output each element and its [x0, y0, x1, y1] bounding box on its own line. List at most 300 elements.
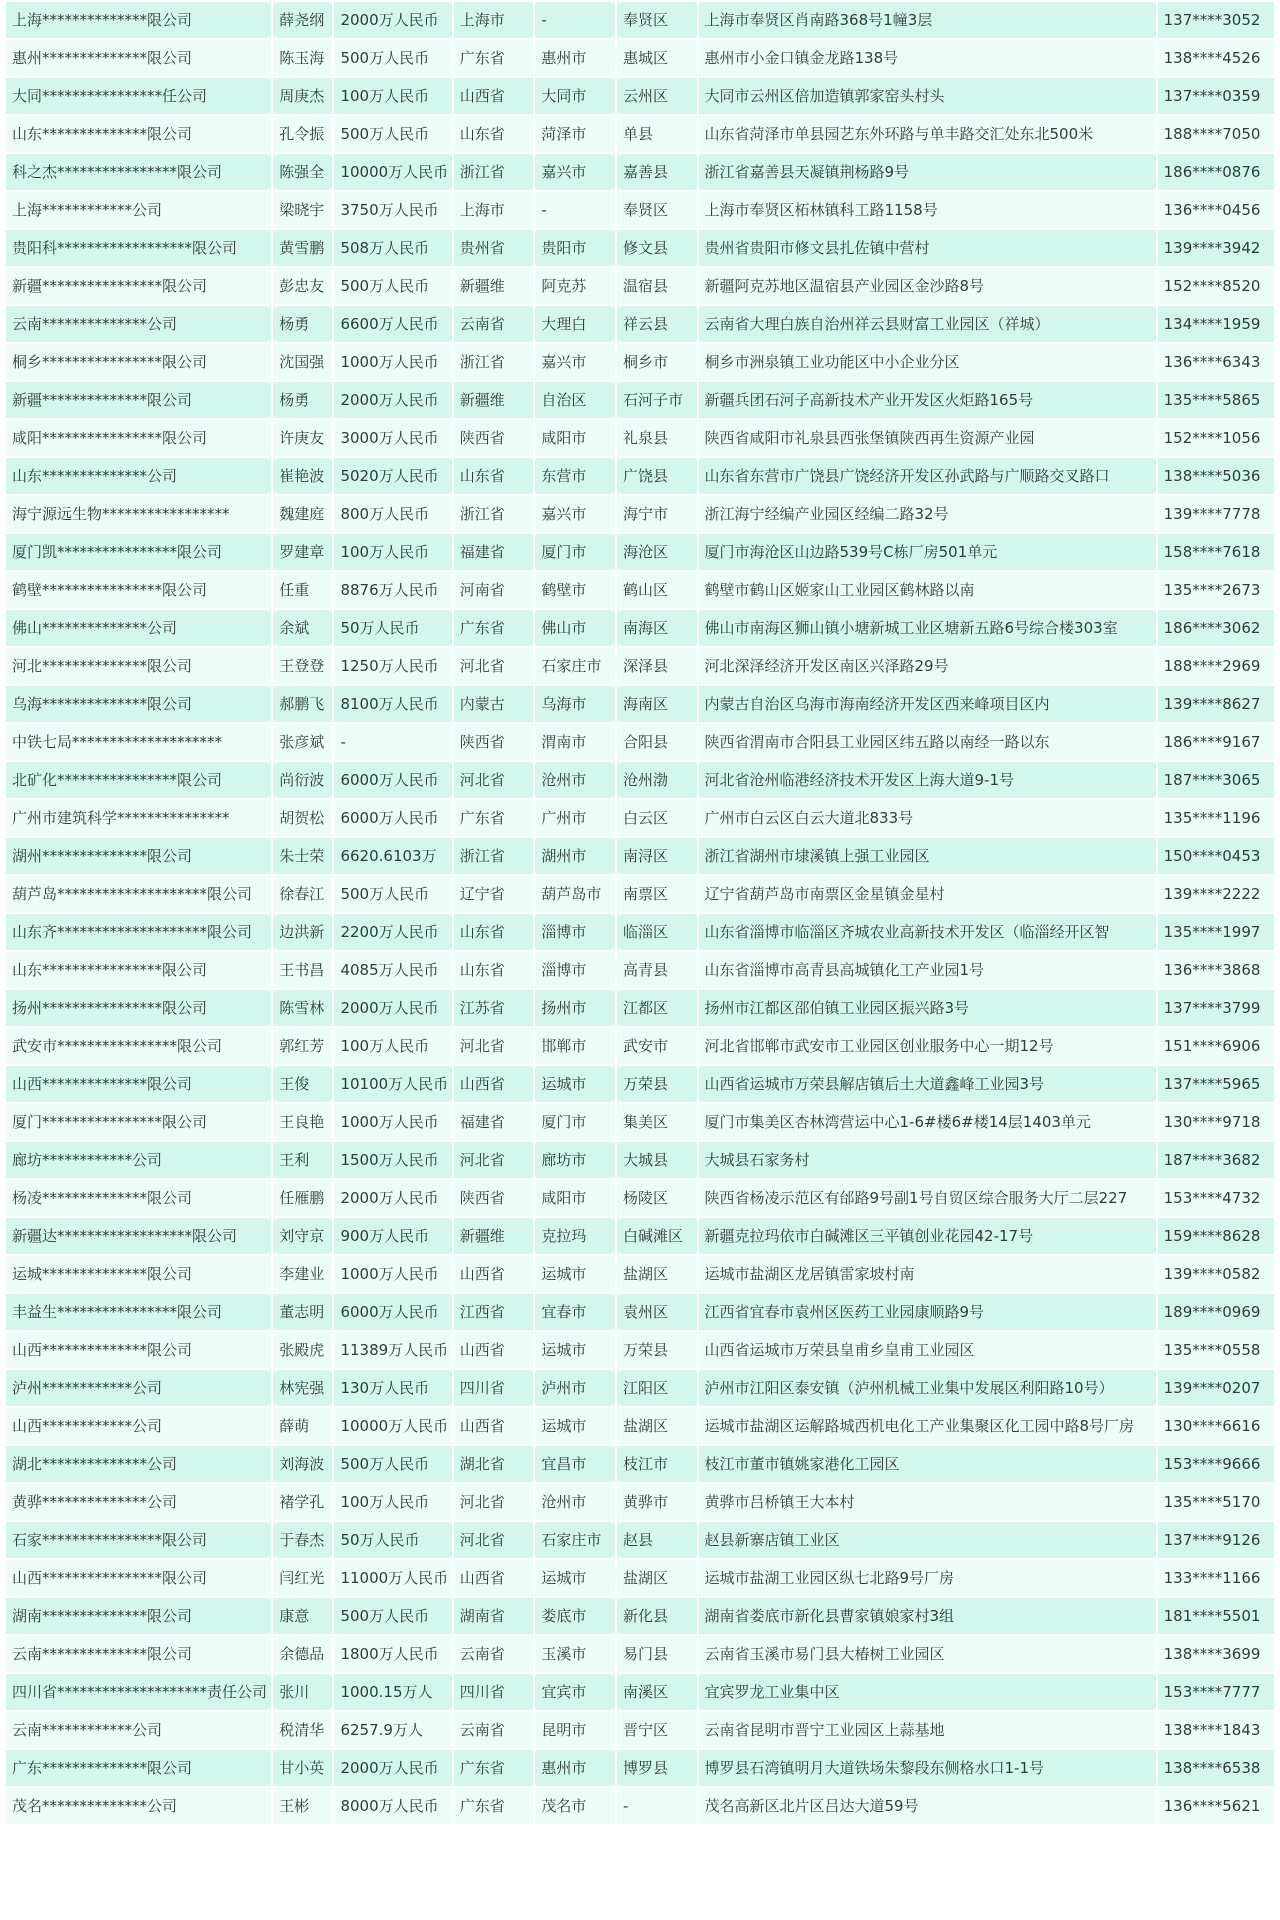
address-cell: 运城市盐湖工业园区纵七北路9号厂房 — [699, 1560, 1156, 1596]
registered-capital-cell: 8876万人民币 — [334, 572, 451, 608]
table-row — [6, 952, 1274, 988]
legal-representative-cell: 郝鹏飞 — [273, 686, 332, 722]
company-name-cell: 新疆****************限公司 — [6, 268, 271, 304]
legal-representative-cell: 沈国强 — [273, 344, 332, 380]
registered-capital-cell: 100万人民币 — [334, 534, 451, 570]
district-cell: 临淄区 — [617, 914, 697, 950]
company-name-cell: 茂名**************公司 — [6, 1788, 271, 1824]
address-cell: 赵县新寨店镇工业区 — [699, 1522, 1156, 1558]
phone-cell: 137****5965 — [1158, 1066, 1274, 1102]
city-cell: 鹤壁市 — [535, 572, 615, 608]
company-name-cell: 山东**************限公司 — [6, 116, 271, 152]
legal-representative-cell: 王利 — [273, 1142, 332, 1178]
table-row — [6, 686, 1274, 722]
table-row — [6, 1028, 1274, 1064]
phone-cell: 181****5501 — [1158, 1598, 1274, 1634]
legal-representative-cell: 于春杰 — [273, 1522, 332, 1558]
province-cell: 山西省 — [454, 1408, 534, 1444]
address-cell: 厦门市海沧区山边路539号C栋厂房501单元 — [699, 534, 1156, 570]
district-cell: 鹤山区 — [617, 572, 697, 608]
registered-capital-cell: 500万人民币 — [334, 1598, 451, 1634]
table-row — [6, 192, 1274, 228]
province-cell: 云南省 — [454, 1636, 534, 1672]
legal-representative-cell: 王书昌 — [273, 952, 332, 988]
address-cell: 江西省宜春市袁州区医药工业园康顺路9号 — [699, 1294, 1156, 1330]
registered-capital-cell: 2000万人民币 — [334, 1750, 451, 1786]
city-cell: 运城市 — [535, 1256, 615, 1292]
address-cell: 河北深泽经济开发区南区兴泽路29号 — [699, 648, 1156, 684]
legal-representative-cell: 陈强全 — [273, 154, 332, 190]
phone-cell: 138****6538 — [1158, 1750, 1274, 1786]
legal-representative-cell: 杨勇 — [273, 382, 332, 418]
company-name-cell: 廊坊************公司 — [6, 1142, 271, 1178]
registered-capital-cell: 11389万人民币 — [334, 1332, 451, 1368]
province-cell: 山西省 — [454, 78, 534, 114]
legal-representative-cell: 孔令振 — [273, 116, 332, 152]
city-cell: 运城市 — [535, 1408, 615, 1444]
table-row — [6, 1598, 1274, 1634]
phone-cell: 159****8628 — [1158, 1218, 1274, 1254]
address-cell: 运城市盐湖区龙居镇雷家坡村南 — [699, 1256, 1156, 1292]
company-name-cell: 咸阳****************限公司 — [6, 420, 271, 456]
province-cell: 广东省 — [454, 1750, 534, 1786]
table-row — [6, 116, 1274, 152]
city-cell: 淄博市 — [535, 914, 615, 950]
address-cell: 桐乡市洲泉镇工业功能区中小企业分区 — [699, 344, 1156, 380]
table-row — [6, 40, 1274, 76]
city-cell: 运城市 — [535, 1066, 615, 1102]
company-name-cell: 鹤壁****************限公司 — [6, 572, 271, 608]
city-cell: 昆明市 — [535, 1712, 615, 1748]
phone-cell: 135****5170 — [1158, 1484, 1274, 1520]
legal-representative-cell: 刘守京 — [273, 1218, 332, 1254]
district-cell: 集美区 — [617, 1104, 697, 1140]
city-cell: 嘉兴市 — [535, 496, 615, 532]
district-cell: 黄骅市 — [617, 1484, 697, 1520]
province-cell: 广东省 — [454, 1788, 534, 1824]
table-row — [6, 344, 1274, 380]
table-row — [6, 800, 1274, 836]
registered-capital-cell: 2000万人民币 — [334, 382, 451, 418]
company-name-cell: 厦门凯****************限公司 — [6, 534, 271, 570]
table-row — [6, 420, 1274, 456]
company-name-cell: 山东**************公司 — [6, 458, 271, 494]
address-cell: 湖南省娄底市新化县曹家镇娘家村3组 — [699, 1598, 1156, 1634]
province-cell: 河北省 — [454, 1522, 534, 1558]
phone-cell: 152****8520 — [1158, 268, 1274, 304]
table-row — [6, 762, 1274, 798]
city-cell: 佛山市 — [535, 610, 615, 646]
registered-capital-cell: 6000万人民币 — [334, 1294, 451, 1330]
district-cell: 石河子市 — [617, 382, 697, 418]
phone-cell: 137****9126 — [1158, 1522, 1274, 1558]
district-cell: 杨陵区 — [617, 1180, 697, 1216]
company-name-cell: 杨凌**************限公司 — [6, 1180, 271, 1216]
legal-representative-cell: 张彦斌 — [273, 724, 332, 760]
city-cell: 菏泽市 — [535, 116, 615, 152]
province-cell: 河北省 — [454, 1142, 534, 1178]
table-row — [6, 1332, 1274, 1368]
address-cell: 山西省运城市万荣县解店镇后土大道鑫峰工业园3号 — [699, 1066, 1156, 1102]
city-cell: 娄底市 — [535, 1598, 615, 1634]
phone-cell: 186****3062 — [1158, 610, 1274, 646]
city-cell: 嘉兴市 — [535, 344, 615, 380]
city-cell: 惠州市 — [535, 1750, 615, 1786]
city-cell: 湖州市 — [535, 838, 615, 874]
company-name-cell: 湖北**************公司 — [6, 1446, 271, 1482]
city-cell: 咸阳市 — [535, 1180, 615, 1216]
legal-representative-cell: 王登登 — [273, 648, 332, 684]
company-name-cell: 黄骅**************公司 — [6, 1484, 271, 1520]
city-cell: 自治区 — [535, 382, 615, 418]
table-row — [6, 496, 1274, 532]
city-cell: 邯郸市 — [535, 1028, 615, 1064]
address-cell: 泸州市江阳区泰安镇（泸州机械工业集中发展区利阳路10号） — [699, 1370, 1156, 1406]
phone-cell: 186****0876 — [1158, 154, 1274, 190]
address-cell: 山东省淄博市高青县高城镇化工产业园1号 — [699, 952, 1156, 988]
province-cell: 河北省 — [454, 648, 534, 684]
address-cell: 惠州市小金口镇金龙路138号 — [699, 40, 1156, 76]
registered-capital-cell: 500万人民币 — [334, 268, 451, 304]
province-cell: 山东省 — [454, 914, 534, 950]
district-cell: 易门县 — [617, 1636, 697, 1672]
company-name-cell: 运城**************限公司 — [6, 1256, 271, 1292]
table-row — [6, 306, 1274, 342]
phone-cell: 135****5865 — [1158, 382, 1274, 418]
district-cell: 万荣县 — [617, 1066, 697, 1102]
province-cell: 山西省 — [454, 1332, 534, 1368]
phone-cell: 136****3868 — [1158, 952, 1274, 988]
province-cell: 河北省 — [454, 1484, 534, 1520]
registered-capital-cell: 1500万人民币 — [334, 1142, 451, 1178]
city-cell: 运城市 — [535, 1560, 615, 1596]
company-name-cell: 山东齐********************限公司 — [6, 914, 271, 950]
city-cell: 沧州市 — [535, 762, 615, 798]
phone-cell: 135****2673 — [1158, 572, 1274, 608]
city-cell: 葫芦岛市 — [535, 876, 615, 912]
district-cell: 奉贤区 — [617, 2, 697, 38]
legal-representative-cell: 任重 — [273, 572, 332, 608]
company-name-cell: 云南**************公司 — [6, 306, 271, 342]
company-name-cell: 大同****************任公司 — [6, 78, 271, 114]
address-cell: 博罗县石湾镇明月大道铁场朱黎段东侧格水口1-1号 — [699, 1750, 1156, 1786]
address-cell: 上海市奉贤区肖南路368号1幢3层 — [699, 2, 1156, 38]
legal-representative-cell: 徐春江 — [273, 876, 332, 912]
district-cell: 云州区 — [617, 78, 697, 114]
province-cell: 陕西省 — [454, 1180, 534, 1216]
company-name-cell: 厦门****************限公司 — [6, 1104, 271, 1140]
legal-representative-cell: 康意 — [273, 1598, 332, 1634]
table-row — [6, 1750, 1274, 1786]
registered-capital-cell: 8100万人民币 — [334, 686, 451, 722]
address-cell: 大同市云州区倍加造镇郭家窑头村头 — [699, 78, 1156, 114]
district-cell: 南浔区 — [617, 838, 697, 874]
phone-cell: 139****0207 — [1158, 1370, 1274, 1406]
company-name-cell: 武安市****************限公司 — [6, 1028, 271, 1064]
city-cell: 大同市 — [535, 78, 615, 114]
registered-capital-cell: 6000万人民币 — [334, 800, 451, 836]
province-cell: 河北省 — [454, 762, 534, 798]
registered-capital-cell: 800万人民币 — [334, 496, 451, 532]
city-cell: 渭南市 — [535, 724, 615, 760]
province-cell: 上海市 — [454, 2, 534, 38]
province-cell: 福建省 — [454, 534, 534, 570]
phone-cell: 188****2969 — [1158, 648, 1274, 684]
address-cell: 陕西省杨凌示范区有邰路9号副1号自贸区综合服务大厅二层227 — [699, 1180, 1156, 1216]
province-cell: 湖南省 — [454, 1598, 534, 1634]
company-name-cell: 北矿化****************限公司 — [6, 762, 271, 798]
legal-representative-cell: 郭红芳 — [273, 1028, 332, 1064]
city-cell: 扬州市 — [535, 990, 615, 1026]
phone-cell: 153****4732 — [1158, 1180, 1274, 1216]
registered-capital-cell: - — [334, 724, 451, 760]
registered-capital-cell: 500万人民币 — [334, 876, 451, 912]
city-cell: 克拉玛 — [535, 1218, 615, 1254]
district-cell: 江都区 — [617, 990, 697, 1026]
company-name-cell: 扬州****************限公司 — [6, 990, 271, 1026]
city-cell: 淄博市 — [535, 952, 615, 988]
registered-capital-cell: 500万人民币 — [334, 1446, 451, 1482]
registered-capital-cell: 5020万人民币 — [334, 458, 451, 494]
company-name-cell: 河北**************限公司 — [6, 648, 271, 684]
address-cell: 宜宾罗龙工业集中区 — [699, 1674, 1156, 1710]
legal-representative-cell: 许庚友 — [273, 420, 332, 456]
company-name-cell: 惠州**************限公司 — [6, 40, 271, 76]
address-cell: 陕西省咸阳市礼泉县西张堡镇陕西再生资源产业园 — [699, 420, 1156, 456]
registered-capital-cell: 10000万人民币 — [334, 1408, 451, 1444]
city-cell: 宜宾市 — [535, 1674, 615, 1710]
city-cell: 玉溪市 — [535, 1636, 615, 1672]
registered-capital-cell: 1000万人民币 — [334, 344, 451, 380]
phone-cell: 152****1056 — [1158, 420, 1274, 456]
district-cell: 高青县 — [617, 952, 697, 988]
legal-representative-cell: 王俊 — [273, 1066, 332, 1102]
address-cell: 枝江市董市镇姚家港化工园区 — [699, 1446, 1156, 1482]
table-row — [6, 1066, 1274, 1102]
phone-cell: 136****0456 — [1158, 192, 1274, 228]
table-row — [6, 1370, 1274, 1406]
registered-capital-cell: 2000万人民币 — [334, 1180, 451, 1216]
company-name-cell: 海宁源远生物***************** — [6, 496, 271, 532]
company-name-cell: 山东****************限公司 — [6, 952, 271, 988]
district-cell: 江阳区 — [617, 1370, 697, 1406]
district-cell: 晋宁区 — [617, 1712, 697, 1748]
company-name-cell: 乌海**************限公司 — [6, 686, 271, 722]
table-row — [6, 1446, 1274, 1482]
phone-cell: 137****0359 — [1158, 78, 1274, 114]
province-cell: 陕西省 — [454, 420, 534, 456]
legal-representative-cell: 黄雪鹏 — [273, 230, 332, 266]
province-cell: 浙江省 — [454, 344, 534, 380]
registered-capital-cell: 11000万人民币 — [334, 1560, 451, 1596]
address-cell: 浙江海宁经编产业园区经编二路32号 — [699, 496, 1156, 532]
province-cell: 贵州省 — [454, 230, 534, 266]
province-cell: 山东省 — [454, 116, 534, 152]
phone-cell: 139****8627 — [1158, 686, 1274, 722]
district-cell: 奉贤区 — [617, 192, 697, 228]
phone-cell: 150****0453 — [1158, 838, 1274, 874]
phone-cell: 136****5621 — [1158, 1788, 1274, 1824]
address-cell: 黄骅市吕桥镇王大本村 — [699, 1484, 1156, 1520]
city-cell: - — [535, 2, 615, 38]
legal-representative-cell: 张川 — [273, 1674, 332, 1710]
province-cell: 江西省 — [454, 1294, 534, 1330]
table-row — [6, 1142, 1274, 1178]
company-name-cell: 广东**************限公司 — [6, 1750, 271, 1786]
phone-cell: 151****6906 — [1158, 1028, 1274, 1064]
company-table — [4, 0, 1276, 1826]
address-cell: 山东省东营市广饶县广饶经济开发区孙武路与广顺路交叉路口 — [699, 458, 1156, 494]
legal-representative-cell: 董志明 — [273, 1294, 332, 1330]
province-cell: 新疆维 — [454, 268, 534, 304]
district-cell: 博罗县 — [617, 1750, 697, 1786]
legal-representative-cell: 罗建章 — [273, 534, 332, 570]
table-row — [6, 1560, 1274, 1596]
city-cell: 广州市 — [535, 800, 615, 836]
province-cell: 广东省 — [454, 610, 534, 646]
registered-capital-cell: 8000万人民币 — [334, 1788, 451, 1824]
district-cell: 南溪区 — [617, 1674, 697, 1710]
table-row — [6, 1104, 1274, 1140]
company-name-cell: 云南************公司 — [6, 1712, 271, 1748]
registered-capital-cell: 2000万人民币 — [334, 990, 451, 1026]
district-cell: 袁州区 — [617, 1294, 697, 1330]
district-cell: 桐乡市 — [617, 344, 697, 380]
registered-capital-cell: 100万人民币 — [334, 78, 451, 114]
legal-representative-cell: 林宪强 — [273, 1370, 332, 1406]
province-cell: 陕西省 — [454, 724, 534, 760]
registered-capital-cell: 130万人民币 — [334, 1370, 451, 1406]
phone-cell: 130****9718 — [1158, 1104, 1274, 1140]
province-cell: 上海市 — [454, 192, 534, 228]
legal-representative-cell: 甘小英 — [273, 1750, 332, 1786]
phone-cell: 135****1997 — [1158, 914, 1274, 950]
legal-representative-cell: 魏建庭 — [273, 496, 332, 532]
district-cell: 嘉善县 — [617, 154, 697, 190]
phone-cell: 153****9666 — [1158, 1446, 1274, 1482]
address-cell: 浙江省湖州市埭溪镇上强工业园区 — [699, 838, 1156, 874]
table-row — [6, 534, 1274, 570]
legal-representative-cell: 王良艳 — [273, 1104, 332, 1140]
table-row — [6, 1408, 1274, 1444]
city-cell: 咸阳市 — [535, 420, 615, 456]
company-name-cell: 山西************公司 — [6, 1408, 271, 1444]
district-cell: 单县 — [617, 116, 697, 152]
phone-cell: 136****6343 — [1158, 344, 1274, 380]
address-cell: 大城县石家务村 — [699, 1142, 1156, 1178]
city-cell: 大理白 — [535, 306, 615, 342]
district-cell: 礼泉县 — [617, 420, 697, 456]
table-row — [6, 610, 1274, 646]
legal-representative-cell: 薛萌 — [273, 1408, 332, 1444]
phone-cell: 139****3942 — [1158, 230, 1274, 266]
address-cell: 云南省玉溪市易门县大椿树工业园区 — [699, 1636, 1156, 1672]
company-name-cell: 山西**************限公司 — [6, 1332, 271, 1368]
phone-cell: 138****5036 — [1158, 458, 1274, 494]
address-cell: 佛山市南海区狮山镇小塘新城工业区塘新五路6号综合楼303室 — [699, 610, 1156, 646]
company-name-cell: 上海************公司 — [6, 192, 271, 228]
registered-capital-cell: 6620.6103万 — [334, 838, 451, 874]
city-cell: 运城市 — [535, 1332, 615, 1368]
province-cell: 新疆维 — [454, 1218, 534, 1254]
table-row — [6, 990, 1274, 1026]
province-cell: 浙江省 — [454, 496, 534, 532]
legal-representative-cell: 梁晓宇 — [273, 192, 332, 228]
legal-representative-cell: 杨勇 — [273, 306, 332, 342]
province-cell: 广东省 — [454, 800, 534, 836]
city-cell: 东营市 — [535, 458, 615, 494]
registered-capital-cell: 1250万人民币 — [334, 648, 451, 684]
address-cell: 广州市白云区白云大道北833号 — [699, 800, 1156, 836]
table-row — [6, 154, 1274, 190]
table-row — [6, 1218, 1274, 1254]
phone-cell: 139****7778 — [1158, 496, 1274, 532]
phone-cell: 137****3799 — [1158, 990, 1274, 1026]
province-cell: 江苏省 — [454, 990, 534, 1026]
table-row — [6, 1522, 1274, 1558]
table-row — [6, 838, 1274, 874]
address-cell: 新疆兵团石河子高新技术产业开发区火炬路165号 — [699, 382, 1156, 418]
registered-capital-cell: 10000万人民币 — [334, 154, 451, 190]
city-cell: 宜春市 — [535, 1294, 615, 1330]
district-cell: 枝江市 — [617, 1446, 697, 1482]
registered-capital-cell: 500万人民币 — [334, 40, 451, 76]
province-cell: 山西省 — [454, 1066, 534, 1102]
legal-representative-cell: 尚衍波 — [273, 762, 332, 798]
company-name-cell: 中铁七局******************** — [6, 724, 271, 760]
district-cell: 万荣县 — [617, 1332, 697, 1368]
table-row — [6, 1636, 1274, 1672]
city-cell: 沧州市 — [535, 1484, 615, 1520]
address-cell: 山西省运城市万荣县皇甫乡皇甫工业园区 — [699, 1332, 1156, 1368]
district-cell: 沧州渤 — [617, 762, 697, 798]
district-cell: 祥云县 — [617, 306, 697, 342]
table-row — [6, 78, 1274, 114]
registered-capital-cell: 3750万人民币 — [334, 192, 451, 228]
legal-representative-cell: 陈雪林 — [273, 990, 332, 1026]
company-name-cell: 贵阳科******************限公司 — [6, 230, 271, 266]
table-row — [6, 876, 1274, 912]
address-cell: 新疆阿克苏地区温宿县产业园区金沙路8号 — [699, 268, 1156, 304]
address-cell: 茂名高新区北片区吕达大道59号 — [699, 1788, 1156, 1824]
registered-capital-cell: 10100万人民币 — [334, 1066, 451, 1102]
legal-representative-cell: 余斌 — [273, 610, 332, 646]
table-row — [6, 1256, 1274, 1292]
address-cell: 云南省大理白族自治州祥云县财富工业园区（祥城） — [699, 306, 1156, 342]
district-cell: 南海区 — [617, 610, 697, 646]
table-row — [6, 572, 1274, 608]
table-row — [6, 1788, 1274, 1824]
city-cell: 石家庄市 — [535, 1522, 615, 1558]
legal-representative-cell: 王彬 — [273, 1788, 332, 1824]
city-cell: 茂名市 — [535, 1788, 615, 1824]
registered-capital-cell: 6257.9万人 — [334, 1712, 451, 1748]
city-cell: 厦门市 — [535, 534, 615, 570]
province-cell: 山东省 — [454, 952, 534, 988]
province-cell: 河南省 — [454, 572, 534, 608]
district-cell: 盐湖区 — [617, 1560, 697, 1596]
registered-capital-cell: 3000万人民币 — [334, 420, 451, 456]
district-cell: 盐湖区 — [617, 1256, 697, 1292]
province-cell: 广东省 — [454, 40, 534, 76]
city-cell: - — [535, 192, 615, 228]
province-cell: 云南省 — [454, 1712, 534, 1748]
registered-capital-cell: 2200万人民币 — [334, 914, 451, 950]
company-name-cell: 泸州************公司 — [6, 1370, 271, 1406]
district-cell: 白云区 — [617, 800, 697, 836]
province-cell: 福建省 — [454, 1104, 534, 1140]
registered-capital-cell: 50万人民币 — [334, 610, 451, 646]
